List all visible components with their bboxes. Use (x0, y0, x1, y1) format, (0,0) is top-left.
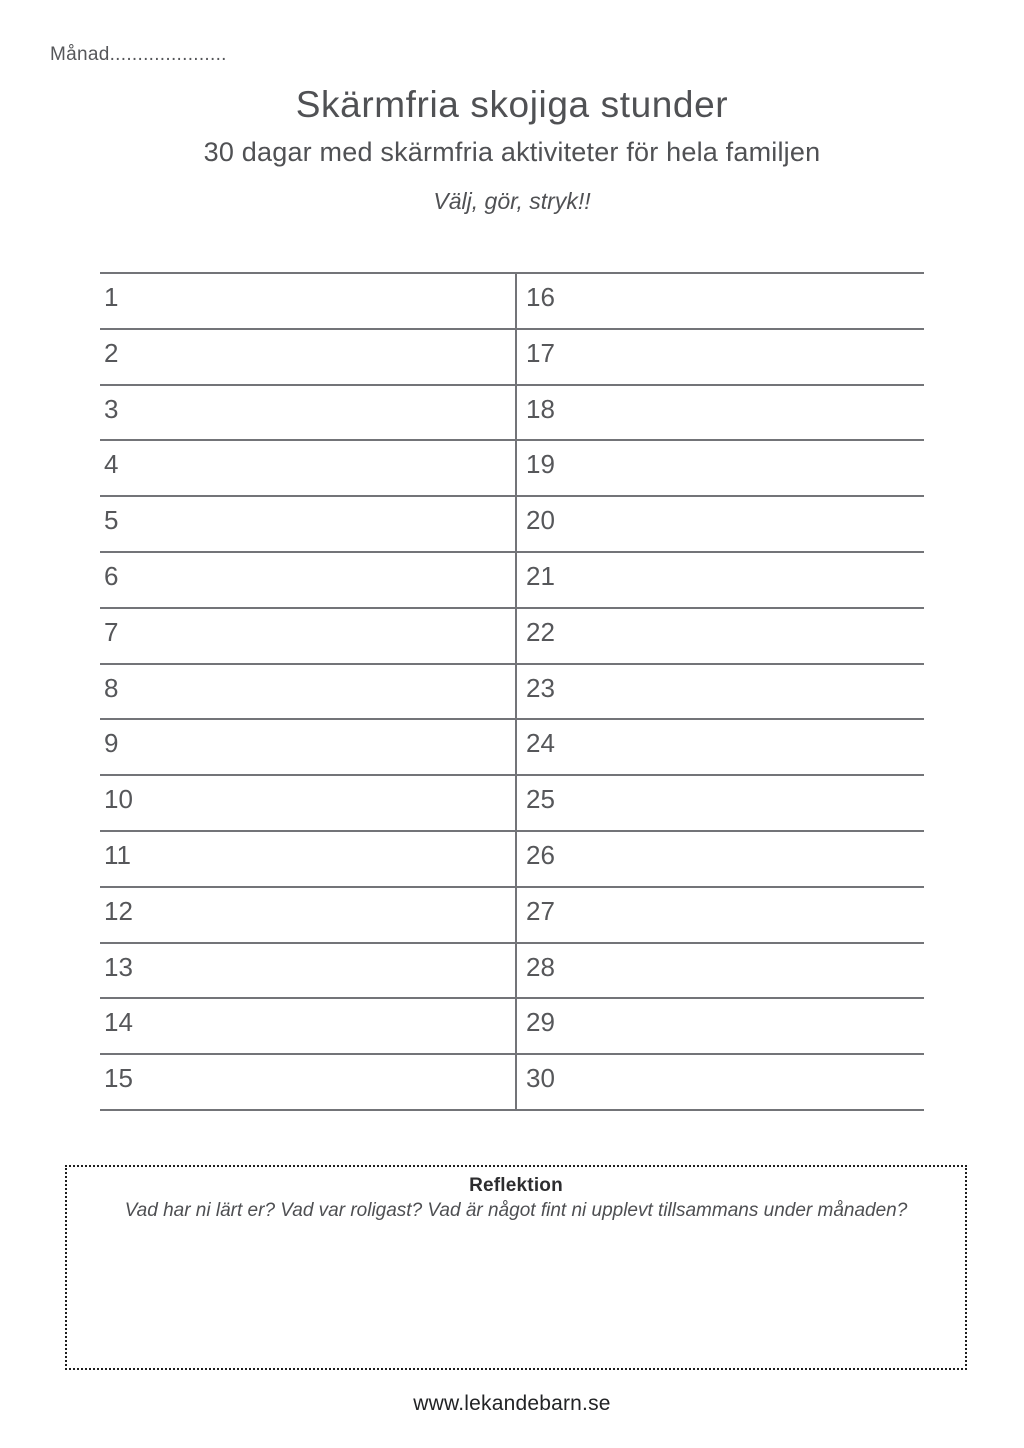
day-number: 18 (526, 393, 555, 424)
day-cell (100, 386, 515, 440)
day-number: 8 (104, 672, 119, 703)
day-number: 11 (104, 839, 131, 870)
day-number: 10 (104, 784, 133, 815)
day-cell (100, 609, 515, 663)
table-row (100, 272, 924, 328)
day-cell (515, 553, 924, 607)
day-number: 17 (526, 337, 555, 368)
table-row (100, 886, 924, 942)
day-number: 22 (526, 616, 555, 647)
day-number: 24 (526, 728, 555, 759)
day-number: 13 (104, 951, 133, 982)
page-title: Skärmfria skojiga stunder (295, 84, 729, 125)
day-number: 27 (526, 895, 555, 926)
day-cell (100, 441, 515, 495)
day-number: 4 (104, 449, 119, 480)
day-cell (100, 497, 515, 551)
day-number: 28 (526, 951, 555, 982)
table-row (100, 607, 924, 663)
day-cell (100, 888, 515, 942)
table-row (100, 942, 924, 998)
day-cell (515, 665, 924, 719)
reflection-box (65, 1165, 967, 1370)
day-cell (100, 553, 515, 607)
table-row (100, 718, 924, 774)
day-cell (515, 330, 924, 384)
day-cell (515, 1055, 924, 1109)
day-number: 21 (526, 560, 555, 591)
day-number: 19 (526, 449, 555, 480)
day-cell (100, 999, 515, 1053)
day-number: 3 (104, 393, 119, 424)
table-row (100, 830, 924, 886)
reflection-title: Reflektion (469, 1175, 563, 1196)
day-cell (515, 944, 924, 998)
reflection-question: Vad har ni lärt er? Vad var roligast? Vad är något fint ni upplevt tillsammans under månaden? (124, 1200, 908, 1221)
day-cell (515, 497, 924, 551)
table-row (100, 663, 924, 719)
day-cell (100, 274, 515, 328)
day-cell (100, 832, 515, 886)
day-cell (100, 1055, 515, 1109)
day-number: 5 (104, 505, 119, 536)
table-row (100, 495, 924, 551)
month-fill-in-label: Månad..................... (50, 44, 227, 65)
day-number: 25 (526, 784, 555, 815)
day-number: 29 (526, 1007, 555, 1038)
day-cell (100, 720, 515, 774)
day-cell (100, 665, 515, 719)
table-row (100, 328, 924, 384)
table-row (100, 551, 924, 607)
table-row (100, 997, 924, 1053)
day-number: 2 (104, 337, 119, 368)
page-tagline: Välj, gör, stryk!! (433, 188, 591, 214)
day-number: 23 (526, 672, 555, 703)
table-row (100, 1053, 924, 1109)
page-subtitle: 30 dagar med skärmfria aktiviteter för hela familjen (203, 137, 821, 167)
day-cell (100, 330, 515, 384)
day-number: 30 (526, 1063, 555, 1094)
table-row (100, 774, 924, 830)
day-number: 16 (526, 282, 555, 312)
day-cell (515, 720, 924, 774)
day-number: 6 (104, 560, 119, 591)
table-row (100, 439, 924, 495)
website-footer: www.lekandebarn.se (413, 1392, 611, 1415)
day-cell (515, 888, 924, 942)
day-number: 20 (526, 505, 555, 536)
day-cell (515, 441, 924, 495)
day-cell (515, 776, 924, 830)
day-number: 26 (526, 839, 555, 870)
day-cell (100, 944, 515, 998)
day-cell (515, 386, 924, 440)
day-number: 7 (104, 616, 119, 647)
day-cell (515, 609, 924, 663)
activity-table (100, 272, 924, 1111)
day-cell (515, 274, 924, 328)
day-cell (100, 776, 515, 830)
day-number: 9 (104, 728, 119, 759)
day-cell (515, 999, 924, 1053)
day-number: 1 (104, 282, 119, 312)
day-number: 12 (104, 895, 133, 926)
day-number: 15 (104, 1063, 133, 1094)
day-number: 14 (104, 1007, 133, 1038)
table-row (100, 384, 924, 440)
day-cell (515, 832, 924, 886)
